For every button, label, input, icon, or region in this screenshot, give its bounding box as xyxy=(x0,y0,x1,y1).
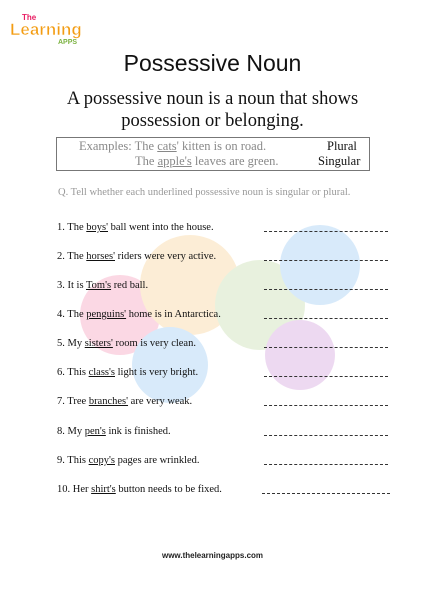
question-instruction: Q. Tell whether each underlined possessive noun is singular or plural. xyxy=(58,187,351,198)
question-item-9 xyxy=(57,455,200,466)
item-2-suffix: riders were very active. xyxy=(115,251,217,262)
answer-line-6[interactable] xyxy=(264,376,388,377)
answer-line-7[interactable] xyxy=(264,405,388,406)
item-4-noun: penguins' xyxy=(86,309,127,320)
item-6-suffix: light is very bright. xyxy=(115,367,199,378)
answer-line-5[interactable] xyxy=(264,347,388,348)
question-item-6 xyxy=(57,367,198,378)
question-item-8 xyxy=(57,426,171,437)
example-2-suffix: leaves are green. xyxy=(191,154,279,168)
example-2-word: apple's xyxy=(157,154,192,168)
example-2-prefix: The xyxy=(135,154,158,168)
example-1-word: cats xyxy=(157,139,177,153)
brand-logo xyxy=(8,10,92,46)
footer-url: www.thelearningapps.com xyxy=(161,551,264,560)
item-3-noun: Tom's xyxy=(85,280,112,291)
item-4-prefix: 4. The xyxy=(57,309,87,320)
definition xyxy=(40,88,385,132)
item-5-noun: sisters' xyxy=(84,338,113,349)
item-5-suffix: room is very clean. xyxy=(112,338,196,349)
item-5-prefix: 5. My xyxy=(57,338,85,349)
item-10-noun: shirt's xyxy=(91,484,116,495)
answer-line-4[interactable] xyxy=(264,318,388,319)
answer-line-9[interactable] xyxy=(264,464,388,465)
answer-line-2[interactable] xyxy=(264,260,388,261)
example-line-2 xyxy=(135,154,279,169)
page-title: Possessive Noun xyxy=(123,50,302,76)
item-3-prefix: 3. It is xyxy=(57,280,86,291)
question-item-3 xyxy=(57,280,148,291)
example-2-label: Singular xyxy=(318,154,361,168)
item-8-prefix: 8. My xyxy=(57,426,85,437)
question-item-2 xyxy=(57,251,216,262)
item-7-prefix: 7. Tree xyxy=(57,396,89,407)
question-item-7 xyxy=(57,396,192,407)
answer-line-8[interactable] xyxy=(264,435,388,436)
item-7-noun: branches' xyxy=(88,396,129,407)
answer-line-3[interactable] xyxy=(264,289,388,290)
item-3-suffix: red ball. xyxy=(111,280,149,291)
example-1-prefix: Examples: The xyxy=(79,139,158,153)
item-8-noun: pen's xyxy=(84,426,106,437)
question-item-10 xyxy=(57,484,222,495)
item-1-prefix: 1. The xyxy=(57,222,87,233)
item-6-prefix: 6. This xyxy=(57,367,89,378)
item-10-suffix: button needs to be fixed. xyxy=(115,484,222,495)
item-8-suffix: ink is finished. xyxy=(105,426,171,437)
definition-line-2: possession or belonging. xyxy=(121,111,304,131)
example-1-label: Plural xyxy=(327,139,357,153)
examples-box xyxy=(56,137,370,171)
answer-line-1[interactable] xyxy=(264,231,388,232)
item-1-suffix: ball went into the house. xyxy=(108,222,214,233)
item-7-suffix: are very weak. xyxy=(128,396,193,407)
question-item-5 xyxy=(57,338,196,349)
item-10-prefix: 10. Her xyxy=(57,484,92,495)
item-6-noun: class's xyxy=(88,367,115,378)
item-9-prefix: 9. This xyxy=(57,455,89,466)
item-9-noun: copy's xyxy=(88,455,115,466)
answer-line-10[interactable] xyxy=(262,493,390,494)
question-item-4 xyxy=(57,309,221,320)
example-1-suffix: ' kitten is on road. xyxy=(176,139,267,153)
item-1-noun: boys' xyxy=(86,222,108,233)
item-9-suffix: pages are wrinkled. xyxy=(115,455,200,466)
item-4-suffix: home is in Antarctica. xyxy=(126,309,221,320)
item-2-noun: horses' xyxy=(86,251,115,262)
logo-sub-text: APPS xyxy=(58,39,78,46)
logo-main-text: Learning xyxy=(10,20,82,39)
example-line-1 xyxy=(79,139,266,154)
definition-line-1: A possessive noun is a noun that shows xyxy=(66,89,359,109)
logo-graphic xyxy=(8,10,92,46)
question-item-1 xyxy=(57,222,214,233)
item-2-prefix: 2. The xyxy=(57,251,87,262)
logo-top-text: The xyxy=(22,13,37,22)
